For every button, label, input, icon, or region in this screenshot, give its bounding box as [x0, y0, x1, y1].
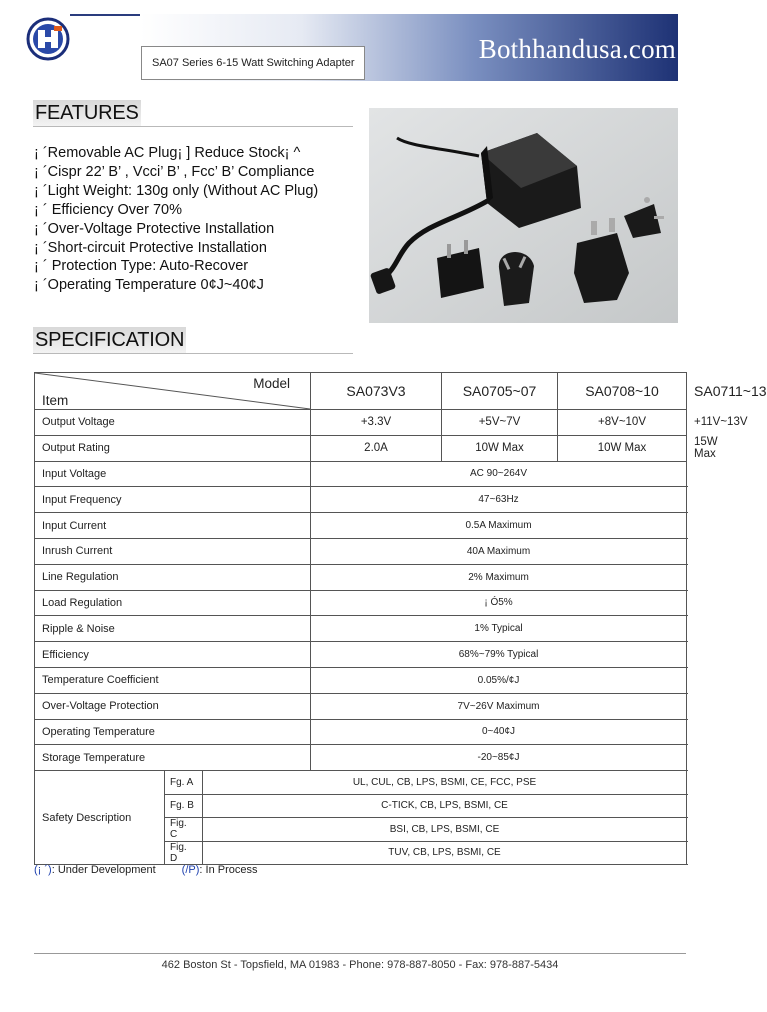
- table-row: [35, 771, 687, 795]
- model-sa0705-07: SA0705~07: [442, 373, 558, 410]
- feature-item: ¡ ´Removable AC Plug¡ ] Reduce Stock¡ ^: [34, 145, 301, 161]
- brand-website[interactable]: Bothhandusa.com: [478, 34, 676, 64]
- cell-value: 0.05%/¢J: [311, 667, 687, 693]
- row-label: Operating Temperature: [35, 719, 311, 745]
- note-mark-process: (/P): [181, 864, 200, 876]
- footer-address: 462 Boston St - Topsfield, MA 01983 - Phone: 978-887-8050 - Fax: 978-887-5434: [161, 959, 559, 971]
- cell-value: 7V~26V Maximum: [311, 693, 687, 719]
- row-label: Storage Temperature: [35, 745, 311, 771]
- product-photo: [369, 108, 678, 323]
- row-label: Output Rating: [35, 435, 311, 461]
- model-sa073v3: SA073V3: [311, 373, 442, 410]
- fig-label: Fg. A: [165, 771, 203, 795]
- cell-value: UL, CUL, CB, LPS, BSMI, CE, FCC, PSE: [203, 771, 687, 795]
- table-row: [35, 461, 687, 487]
- feature-item: ¡ ´Light Weight: 130g only (Without AC Plug): [34, 182, 319, 199]
- feature-item: ¡ ´Short-circuit Protective Installation: [34, 239, 267, 256]
- footer-rule: [34, 953, 686, 954]
- safety-label: Safety Description: [35, 771, 165, 865]
- series-title: SA07 Series 6-15 Watt Switching Adapter: [141, 46, 365, 80]
- cell-value: +3.3V: [311, 410, 442, 436]
- table-row: [35, 487, 687, 513]
- row-label: Temperature Coefficient: [35, 667, 311, 693]
- row-label: Efficiency: [35, 642, 311, 668]
- fig-label: Fg. B: [165, 794, 203, 818]
- specification-title: SPECIFICATION: [33, 327, 186, 354]
- features-rule: [33, 126, 353, 127]
- cell-value: TUV, CB, LPS, BSMI, CE: [203, 841, 687, 865]
- table-row: [35, 538, 687, 564]
- row-label: Input Voltage: [35, 461, 311, 487]
- table-row: Output Rating 2.0A 10W Max 10W Max 15W Max: [35, 435, 687, 461]
- model-item-header: [35, 373, 311, 410]
- features-list: [34, 144, 318, 295]
- cell-value: C-TICK, CB, LPS, BSMI, CE: [203, 794, 687, 818]
- table-row: [35, 642, 687, 668]
- row-label: Input Frequency: [35, 487, 311, 513]
- feature-item: ¡ ´ Protection Type: Auto-Recover: [34, 258, 249, 275]
- table-row: [35, 745, 687, 771]
- cell-value: BSI, CB, LPS, BSMI, CE: [203, 818, 687, 842]
- row-label: Ripple & Noise: [35, 616, 311, 642]
- cell-value: 10W Max: [442, 435, 558, 461]
- cell-value: ¡ Ó5%: [311, 590, 687, 616]
- fig-label: Fig. D: [165, 841, 203, 865]
- table-row: [35, 564, 687, 590]
- cell-value: 47~63Hz: [311, 487, 687, 513]
- legend-note: [34, 864, 257, 876]
- table-row: [35, 590, 687, 616]
- header-model-label: Model: [253, 376, 291, 391]
- table-row: Output Voltage +3.3V +5V~7V +8V~10V +11V~13V: [35, 410, 687, 436]
- row-label: Input Current: [35, 513, 311, 539]
- cell-value: 40A Maximum: [311, 538, 687, 564]
- feature-item: ¡ ´Over-Voltage Protective Installation: [34, 220, 275, 237]
- cell-value: +8V~10V: [558, 410, 687, 436]
- fig-label: Fig. C: [165, 818, 203, 842]
- cell-value: 68%~79% Typical: [311, 642, 687, 668]
- feature-item: ¡ ´Cispr 22’ B’ , Vcci’ B’ , Fcc’ B’ Compliance: [34, 163, 315, 180]
- table-row: [35, 693, 687, 719]
- model-sa0708-10: SA0708~10: [558, 373, 687, 410]
- specification-rule: [33, 353, 353, 354]
- specification-table: [34, 372, 767, 865]
- row-label: Output Voltage: [35, 410, 311, 436]
- table-header-row: Model Item SA073V3 SA0705~07 SA0708~10 SA0711~13: [35, 373, 687, 410]
- features-title: FEATURES: [33, 100, 141, 127]
- row-label: Inrush Current: [35, 538, 311, 564]
- note-text-process: : In Process: [199, 864, 258, 876]
- table-row: [35, 719, 687, 745]
- company-logo-icon: [26, 17, 70, 61]
- cell-value: -20~85¢J: [311, 745, 687, 771]
- table-row: [35, 616, 687, 642]
- cell-value: 1% Typical: [311, 616, 687, 642]
- note-text-development: : Under Development: [51, 864, 156, 876]
- row-label: Load Regulation: [35, 590, 311, 616]
- table-row: [35, 513, 687, 539]
- cell-value: 10W Max: [558, 435, 687, 461]
- row-label: Line Regulation: [35, 564, 311, 590]
- feature-item: ¡ ´Operating Temperature 0¢J~40¢J: [34, 277, 264, 294]
- cell-value: 0.5A Maximum: [311, 513, 687, 539]
- cell-value: AC 90~264V: [311, 461, 687, 487]
- cell-value: +5V~7V: [442, 410, 558, 436]
- cell-value: 2% Maximum: [311, 564, 687, 590]
- feature-item: ¡ ´ Efficiency Over 70%: [34, 201, 183, 218]
- cell-value: 2.0A: [311, 435, 442, 461]
- row-label: Over-Voltage Protection: [35, 693, 311, 719]
- table-row: [35, 667, 687, 693]
- header-item-label: Item: [42, 393, 69, 408]
- cell-value: 0~40¢J: [311, 719, 687, 745]
- note-mark-development: (¡ ´): [34, 864, 52, 876]
